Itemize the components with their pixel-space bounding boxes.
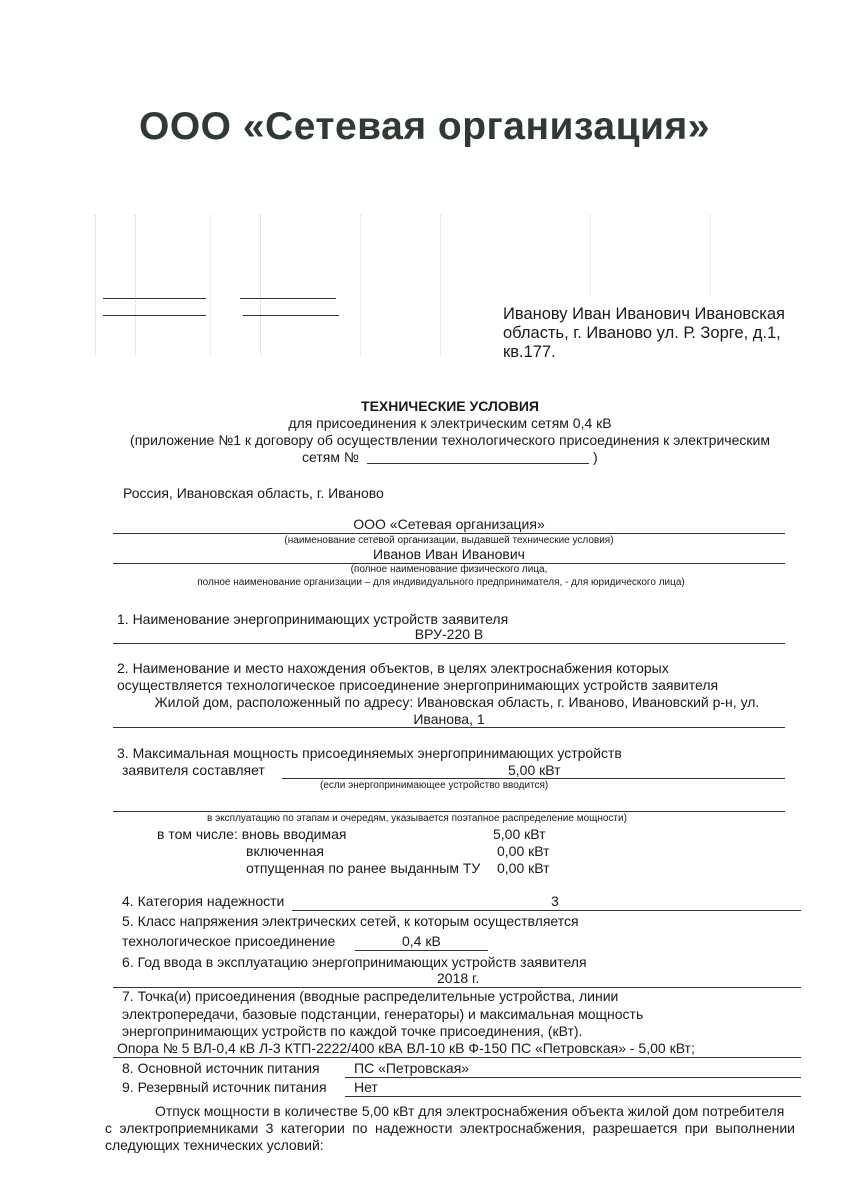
item3-value-line	[282, 778, 785, 779]
scan-artifact	[260, 215, 262, 355]
item1-line	[113, 643, 785, 644]
item3-value: 5,00 кВт	[508, 762, 561, 778]
item8-label: 8. Основной источник питания	[122, 1060, 320, 1076]
item2-line	[113, 727, 785, 728]
appendix-prefix: сетям №	[302, 449, 359, 465]
network-org-hint: (наименование сетевой организации, выдавшей технические условия)	[284, 535, 614, 546]
recipient-line-1: Иванову Иван Иванович Ивановская	[503, 305, 785, 323]
item3-incl-label: в том числе: вновь вводимая	[157, 826, 347, 842]
item3-incl-value: 5,00 кВт	[493, 826, 546, 842]
ref-number-line	[103, 298, 206, 299]
item3-hint-2: в эксплуатацию по этапам и очередям, указывается поэтапное распределение мощности)	[207, 813, 627, 824]
scan-artifact	[710, 215, 712, 295]
item5-label-1: 5. Класс напряжения электрических сетей, к которым осуществляется	[122, 913, 579, 929]
applicant-hint-2: полное наименование организации – для индивидуального предпринимателя, - для юридического лица)	[197, 577, 685, 588]
ref-date-line-2	[243, 315, 339, 316]
closing-line-2: с электроприемниками 3 категории по надежности электроснабжения, разрешается при выполнении	[105, 1120, 795, 1136]
item8-value: ПС «Петровская»	[354, 1060, 470, 1076]
item1-label: 1. Наименование энергопринимающих устройств заявителя	[117, 611, 509, 627]
item5-value: 0,4 кВ	[402, 933, 441, 949]
item6-label: 6. Год ввода в эксплуатацию энергопринимающих устройств заявителя	[122, 954, 587, 970]
item7-line-3: энергопринимающих устройств по каждой точке присоединения, (кВт).	[122, 1023, 583, 1039]
scan-artifact	[135, 215, 137, 355]
appendix-line-1: (приложение №1 к договору об осуществлении технологического присоединения к электрическим	[130, 432, 770, 448]
network-org-line	[113, 533, 785, 534]
scan-artifact	[360, 215, 362, 355]
item8-line	[345, 1077, 801, 1078]
item3-on-label: включенная	[246, 843, 324, 859]
item9-label: 9. Резервный источник питания	[122, 1079, 327, 1095]
contract-number-line	[367, 463, 589, 464]
item7-line-2: электропередачи, базовые подстанции, генераторы) и максимальная мощность	[122, 1006, 644, 1022]
location-text: Россия, Ивановская область, г. Иваново	[123, 485, 384, 501]
closing-line-1: Отпуск мощности в количестве 5,00 кВт для электроснабжения объекта жилой дом потребителя	[155, 1103, 785, 1119]
item3-label-2: заявителя составляет	[122, 762, 265, 778]
scan-artifact	[95, 215, 97, 355]
item2-value-2: Иванова, 1	[413, 711, 485, 727]
item3-prev-label: отпущенная по ранее выданным ТУ	[246, 860, 481, 876]
doc-title: ТЕХНИЧЕСКИЕ УСЛОВИЯ	[361, 398, 539, 414]
closing-line-3: следующих технических условий:	[105, 1137, 324, 1153]
item4-label: 4. Категория надежности	[122, 893, 285, 909]
scan-artifact	[440, 215, 442, 355]
scan-artifact	[590, 215, 592, 295]
item2-label-1: 2. Наименование и место нахождения объектов, в целях электроснабжения которых	[117, 660, 669, 676]
item2-label-2: осуществляется технологическое присоединение энергопринимающих устройств заявителя	[117, 677, 719, 693]
item3-prev-value: 0,00 кВт	[497, 860, 550, 876]
item3-hint-1: (если энергопринимающее устройство вводится)	[320, 780, 549, 791]
item6-value: 2018 г.	[437, 970, 480, 986]
applicant-hint-1: (полное наименование физического лица,	[350, 564, 548, 575]
org-title: ООО «Сетевая организация»	[139, 105, 710, 148]
applicant-name: Иванов Иван Иванович	[373, 546, 525, 562]
item5-label-2: технологическое присоединение	[122, 933, 336, 949]
item5-line	[355, 950, 488, 951]
item1-value: ВРУ-220 В	[414, 626, 484, 642]
doc-subtitle: для присоединения к электрическим сетям 0,4 кВ	[288, 415, 612, 431]
network-org-name: ООО «Сетевая организация»	[353, 516, 545, 532]
item9-line	[345, 1096, 801, 1097]
item3-label-1: 3. Максимальная мощность присоединяемых энергопринимающих устройств	[117, 745, 622, 761]
item3-stage-line	[113, 811, 785, 812]
item4-line	[292, 910, 801, 911]
item2-value-1: Жилой дом, расположенный по адресу: Ивановская область, г. Иваново, Ивановский р-н, ул.	[154, 694, 760, 710]
item7-line-1: 7. Точка(и) присоединения (вводные распределительные устройства, линии	[122, 988, 619, 1004]
item7-line	[113, 1057, 801, 1058]
item7-line-4: Опора № 5 ВЛ-0,4 кВ Л-3 КТП-2222/400 кВА ВЛ-10 кВ Ф-150 ПС «Петровская» - 5,00 кВт;	[117, 1040, 695, 1056]
recipient-line-3: кв.177.	[503, 343, 556, 361]
item3-on-value: 0,00 кВт	[497, 843, 550, 859]
appendix-suffix: )	[593, 449, 598, 465]
item4-value: 3	[551, 893, 559, 909]
item9-value: Нет	[354, 1079, 378, 1095]
ref-number-line-2	[103, 315, 206, 316]
scan-artifact	[210, 215, 212, 355]
recipient-line-2: область, г. Иваново ул. Р. Зорге, д.1,	[503, 324, 781, 342]
ref-date-line	[240, 298, 336, 299]
